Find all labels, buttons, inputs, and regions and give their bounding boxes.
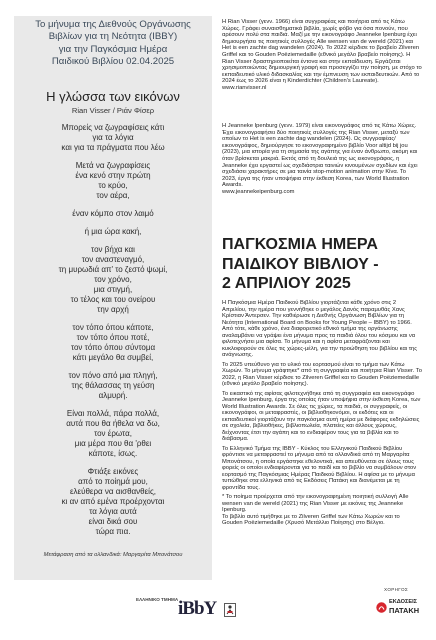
header-line: Το μήνυμα της Διεθνούς Οργάνωσης — [35, 19, 191, 30]
poem-line: τον χρόνο, — [94, 275, 132, 284]
poem-stanza — [14, 123, 212, 153]
poem-line: ελεύθερα να αισθανθείς, — [69, 487, 157, 496]
poem-line: Μετά να ζωγραφίσεις — [75, 161, 151, 170]
poem-stanza — [14, 371, 212, 401]
poem-line: μια μέρα που θα 'ρθει — [74, 439, 152, 448]
sponsor-label: ΧΟΡΗΓΟΣ — [384, 587, 409, 592]
message-header — [14, 19, 212, 69]
author-bio-text: Η Rian Visser (γενν. 1966) είναι συγγραφέας και ποιήτρια από τις Κάτω Χώρες. Γράφει συναισθηματικά βιβλία, χωρίς φόβο για όσα πονούν, που αρέσουν πολύ στα παιδιά. Μαζί με την εικονογράφο Jeanneke Ipenburg έχει δημιουργήσει τις ποιητικές συλλογές Alle wensen van de wereld (2021) και Het is een zachte dag wandelen (2024). Το 2022 κέρδισε το βραβείο Zilveren Griffel και το Gouden Poëziemedaille (εθνικό μεγάλο βραβείο ποίησης). Η Rian Visser δραστηριοποιείται έντονα και στην εκπαίδευση. Εργάζεται χρησιμοποιώντας δημιουργική γραφή και προσεγγίζει την ποίηση, με στόχο το εκπαιδευτικό υλικό διδασκαλίας και την έμπνευση των εκπαιδευτικών. Από το 2024 έως το 2026 είναι η Kinderdichter (Children's Laureate). — [222, 19, 422, 85]
publisher-emblem-icon — [376, 600, 387, 611]
poem-panel — [14, 16, 212, 580]
poem-line: τον βήχα και — [91, 245, 135, 254]
poem-line: τη μυρωδιά απ' το ζεστό ψωμί, — [58, 265, 168, 274]
poem-line: το τέλος και του ονείρου — [70, 295, 156, 304]
poem-line: κάτι μεγάλο θα συμβεί, — [72, 353, 154, 362]
translator-credit: Μετάφραση από τα ολλανδικά: Μαργαρίτα Μπονάτσου — [43, 552, 183, 558]
poem-line: Μπορείς να ζωγραφίσεις κάτι — [61, 123, 165, 132]
header-line: για την Παγκόσμια Ημέρα — [58, 43, 168, 55]
section-heading-line: 2 ΑΠΡΙΛΙΟΥ 2025 — [222, 275, 351, 292]
article-body — [222, 300, 422, 527]
publisher-logo — [376, 597, 424, 621]
poem-stanza — [14, 161, 212, 201]
section-heading-line: ΠΑΙΔΙΚΟΥ ΒΙΒΛΙΟΥ - — [222, 255, 379, 273]
poem-line: αλμυρή. — [98, 391, 128, 400]
header-line: Βιβλίων για τη Νεότητα (IBBY) — [48, 31, 178, 43]
poem-line: ένα κενό στην πρώτη — [75, 171, 151, 180]
footnote — [222, 494, 422, 527]
poem-line: για τα λόγια — [92, 133, 134, 142]
publisher-logo-line: ΕΚΔΟΣΕΙΣ — [389, 599, 417, 605]
poem-line: τον πόνο από μια πληγή, — [68, 371, 158, 380]
greek-section-label: ΕΛΛΗΝΙΚΟ ΤΜΗΜΑ — [136, 597, 179, 602]
poem-line: τον αέρα, — [96, 191, 130, 200]
poem-line: τώρα πια. — [95, 527, 131, 536]
poem-line: έναν κόμπο στον λαιμό — [72, 209, 154, 218]
footnote-line: Το βιβλίο αυτό τιμήθηκε με το Zilveren Griffel των Κάτω Χωρών και το Gouden Poëziemedaille (Χρυσό Μετάλλιο Ποίησης) στο Βέλγιο. — [222, 513, 400, 526]
poem-author: Rian Visser / Ριάν Φίσερ — [71, 106, 155, 115]
poem-stanza — [14, 209, 212, 219]
poem-line: τον τόπο όπου ποτέ, — [76, 333, 150, 342]
author-bio — [222, 19, 422, 92]
poem-line: κι αν από εμένα προέρχονται — [61, 497, 165, 506]
poem-line: Είναι πολλά, πάρα πολλά, — [66, 409, 160, 418]
illustrator-website: www.jeannekeipenburg.com — [222, 188, 295, 195]
poem-line: τον τόπο όπου σύντομα — [70, 343, 156, 352]
poem-line: αυτά που θα ήθελα να δω, — [66, 419, 160, 428]
poem-stanza — [14, 227, 212, 237]
section-heading-line: ΠΑΓΚΟΣΜΙΑ ΗΜΕΡΑ — [222, 236, 378, 253]
poem-line: ή μια ώρα κακή, — [84, 227, 142, 236]
child-reading-icon — [224, 603, 236, 617]
section-heading — [222, 235, 422, 294]
poem-stanza — [14, 467, 212, 537]
article-paragraph: Το 2025 υπεύθυνο για το υλικό του εορτασμού είναι το τμήμα των Κάτω Χωρών. Το μήνυμα γράφτηκε* από τη συγγραφέα και ποιήτρια Rian Visser. Το 2022, η Rian Visser κέρδισε το Zilveren Griffel και το Gouden Poëziemedaille (εθνικό μεγάλο βραβείο ποίησης). — [222, 361, 422, 387]
illustrator-bio — [222, 123, 422, 196]
poem-line: τα λόγια αυτά — [89, 507, 137, 516]
poem-line: το κρύο, — [98, 181, 128, 190]
poem-line: της θάλασσας τη γεύση — [71, 381, 155, 390]
poem-line: είναι δικά σου — [88, 517, 138, 526]
poem-line: μια στιγμή, — [93, 285, 133, 294]
poem-line: την αρχή — [97, 305, 129, 314]
footnote-line: * Το ποίημα προέρχεται από την εικονογραφημένη ποιητική συλλογή Alle wensen van de wereld (2021) της Rian Visser με εικόνες της Jeanneke Ipenburg. — [222, 494, 409, 513]
poem-line: τον έρωτα, — [94, 429, 132, 438]
poem-line: Φτιάξε εικόνες — [87, 467, 139, 476]
author-website: www.rianvisser.nl — [222, 84, 267, 91]
poem-line: κάποτε, ίσως. — [88, 449, 138, 458]
info-column — [222, 0, 422, 580]
poem-stanza — [14, 323, 212, 363]
publisher-logo-line: ΠΑΤΑΚΗ — [389, 606, 420, 615]
article-paragraph: Το Ελληνικό Τμήμα της IBBY - Κύκλος του Ελληνικού Παιδικού Βιβλίου φρόντισε να μεταφραστεί το μήνυμα από τα ολλανδικά από τη Μαργαρίτα Μπονάτσου, η οποία εργάστηκε εθελοντικά, και απευθύνεται σε όλους τους φορείς οι οποίοι ενδιαφέρονται για το παιδί και το βιβλίο να συμβάλουν στον εορτασμό της Παγκόσμιας Ημέρας Παιδικού Βιβλίου. Η αφίσα με το μήνυμα τυπώθηκε στα ελληνικά από τις Εκδόσεις Πατάκη και διανέμεται με τη φροντίδα τους. — [222, 445, 417, 491]
article-paragraph: Το εικαστικό της αφίσας φιλοτεχνήθηκε από τη συγγραφέα και εικονογράφο Jeanneke Ipenburg, έργα της οποίας ήταν υποψήφια στην έκθεση Korea, των World Illustration Awards. Σε όλες τις χώρες, τα παιδιά, οι συγγραφείς, οι εικονογράφοι, οι μεταφραστές, οι βιβλιοθηκονόμοι, οι εκδότες και οι εκπαιδευτικοί γιορτάζουν την παγκόσμια αυτή ημέρα με διάφορες εκδηλώσεις σε σχολεία, βιβλιοθήκες, βιβλιοπωλεία, πλατείες και άλλους χώρους, δείχνοντας έτσι την αγάπη και το ενδιαφέρον τους για τα βιβλία και το διάβασμα. — [222, 390, 421, 442]
poem-line: τον τόπο όπου κάποτε, — [72, 323, 154, 332]
poem-title: Η γλώσσα των εικόνων — [46, 89, 180, 104]
poem-line: και για τα πράγματα που λέω — [61, 143, 165, 152]
poem-line: από το ποίημά μου, — [78, 477, 148, 486]
poem-body — [14, 123, 212, 537]
header-line: Παιδικού Βιβλίου 02.04.2025 — [51, 56, 175, 68]
poem-line: τον αναστεναγμό, — [81, 255, 145, 264]
poem-stanza — [14, 245, 212, 315]
article-paragraph: Η Παγκόσμια Ημέρα Παιδικού Βιβλίου γιορτάζεται κάθε χρόνο στις 2 Απριλίου, την ημέρα που γεννήθηκε ο μεγάλος Δανός παραμυθάς Χανς Κρίστιαν Άντερσεν. Την καθιέρωσε η Διεθνής Οργάνωση Βιβλίων για τη Νεότητα (International Board on Books for Young People – IBBY) το 1966. Από τότε, κάθε χρόνο, ένα διαφορετικό εθνικό τμήμα της οργάνωσης αναλαμβάνει να γράψει ένα μήνυμα προς τα παιδιά όλου του κόσμου και να φιλοτεχνήσει μια αφίσα. Το μήνυμα και η αφίσα μεταφράζονται και κυκλοφορούν σε όλες τις χώρες-μέλη, για την προώθηση του βιβλίου και της ανάγνωσης. — [222, 300, 418, 358]
illustrator-bio-text: Η Jeanneke Ipenburg (γενν. 1979) είναι εικονογράφος από τις Κάτω Χώρες. Έχει εικονογραφήσει δύο ποιητικές συλλογές της Rian Visser, μεταξύ των οποίων το Het is een zachte dag wandelen (2024). Ως συγγραφέας/εικονογράφος, δημιούργησε το εικονογραφημένο βιβλίο Voor altijd bij jou (2023), μια ιστορία για τη σημασία της αγάπης για έναν άνθρωπο, ακόμη και όταν βρίσκεται μακριά. Εκτός από τη δουλειά της ως εικονογράφος, η Jeanneke έχει εργαστεί ως σχεδιάστρια ταινιών κινουμένων σχεδίων και έχει σχεδιάσει χαρακτήρες σε μια ταινία stop-motion animation στην Κίνα. Το 2023, έργα της ήταν υποψήφια στην έκθεση Korea, των World Illustration Awards. — [222, 123, 418, 189]
ibby-logo: iBbY — [178, 598, 217, 619]
poem-stanza — [14, 409, 212, 459]
